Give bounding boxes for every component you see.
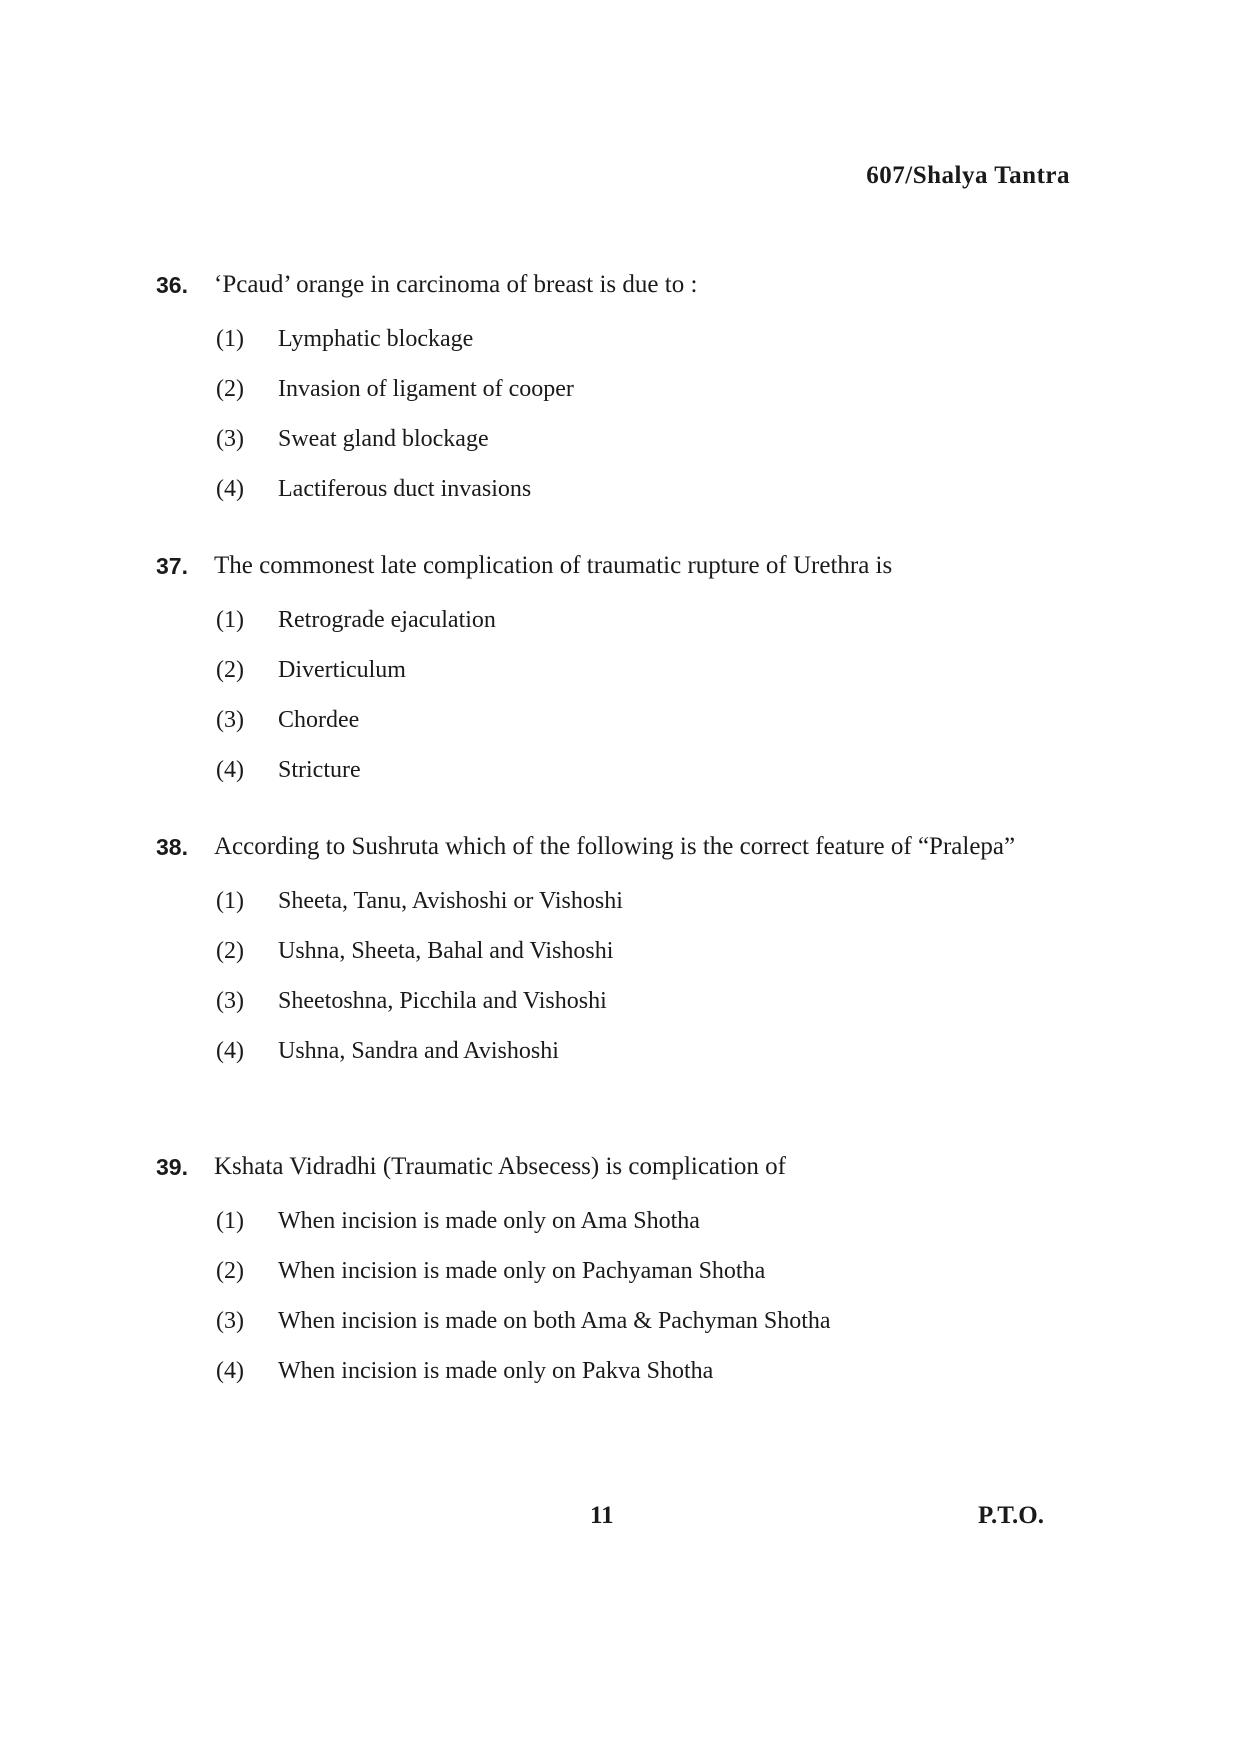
option-text: When incision is made only on Pakva Shotha xyxy=(278,1358,714,1384)
option-list xyxy=(156,1196,1076,1396)
question-text: Kshata Vidradhi (Traumatic Absecess) is complication of xyxy=(214,1153,786,1180)
question-text: According to Sushruta which of the following is the correct feature of “Pralepa” xyxy=(214,833,1016,860)
option-number: (3) xyxy=(216,1308,244,1334)
question-number: 39. xyxy=(156,1154,188,1180)
option-number: (2) xyxy=(216,1258,244,1284)
option-item xyxy=(216,645,1076,695)
option-text: Sheeta, Tanu, Avishoshi or Vishoshi xyxy=(278,888,623,914)
option-number: (3) xyxy=(216,707,244,733)
option-text: Sweat gland blockage xyxy=(278,426,489,452)
question-37 xyxy=(156,545,1076,795)
option-item xyxy=(216,314,1076,364)
option-item xyxy=(216,1246,1076,1296)
option-item xyxy=(216,595,1076,645)
option-item xyxy=(216,414,1076,464)
option-number: (4) xyxy=(216,757,244,783)
option-text: Sheetoshna, Picchila and Vishoshi xyxy=(278,988,607,1014)
option-number: (2) xyxy=(216,657,244,683)
option-number: (4) xyxy=(216,476,244,502)
option-number: (3) xyxy=(216,988,244,1014)
option-item xyxy=(216,1196,1076,1246)
option-text: Ushna, Sandra and Avishoshi xyxy=(278,1038,559,1064)
option-item xyxy=(216,976,1076,1026)
option-text: When incision is made on both Ama & Pachyman Shotha xyxy=(278,1308,831,1334)
option-number: (1) xyxy=(216,888,244,914)
option-text: Lymphatic blockage xyxy=(278,326,474,352)
option-text: Invasion of ligament of cooper xyxy=(278,376,574,402)
question-number: 37. xyxy=(156,553,188,579)
header-code: 607/Shalya Tantra xyxy=(866,162,1070,189)
question-36 xyxy=(156,264,1076,514)
option-text: When incision is made only on Pachyaman Shotha xyxy=(278,1258,766,1284)
option-list xyxy=(156,314,1076,514)
option-item xyxy=(216,745,1076,795)
option-text: Retrograde ejaculation xyxy=(278,607,496,633)
option-number: (4) xyxy=(216,1038,244,1064)
option-text: Chordee xyxy=(278,707,360,733)
option-item xyxy=(216,464,1076,514)
option-item xyxy=(216,1346,1076,1396)
option-number: (4) xyxy=(216,1358,244,1384)
question-number: 38. xyxy=(156,834,188,860)
option-number: (2) xyxy=(216,376,244,402)
option-list xyxy=(156,876,1076,1076)
option-text: Ushna, Sheeta, Bahal and Vishoshi xyxy=(278,938,614,964)
option-number: (1) xyxy=(216,1208,244,1234)
option-item xyxy=(216,1026,1076,1076)
page-number: 11 xyxy=(590,1502,614,1529)
option-item xyxy=(216,876,1076,926)
pto-label: P.T.O. xyxy=(978,1502,1044,1529)
option-list xyxy=(156,595,1076,795)
option-text: Diverticulum xyxy=(278,657,406,683)
option-text: Lactiferous duct invasions xyxy=(278,476,532,502)
question-number: 36. xyxy=(156,272,188,298)
option-item xyxy=(216,695,1076,745)
option-number: (1) xyxy=(216,326,244,352)
question-38 xyxy=(156,826,1076,1076)
question-text: The commonest late complication of traumatic rupture of Urethra is xyxy=(214,552,893,579)
option-item xyxy=(216,364,1076,414)
option-number: (2) xyxy=(216,938,244,964)
question-39 xyxy=(156,1146,1076,1396)
option-text: When incision is made only on Ama Shotha xyxy=(278,1208,700,1234)
option-item xyxy=(216,1296,1076,1346)
question-text: ‘Pcaud’ orange in carcinoma of breast is due to : xyxy=(214,271,698,298)
option-number: (1) xyxy=(216,607,244,633)
option-item xyxy=(216,926,1076,976)
option-text: Stricture xyxy=(278,757,361,783)
option-number: (3) xyxy=(216,426,244,452)
